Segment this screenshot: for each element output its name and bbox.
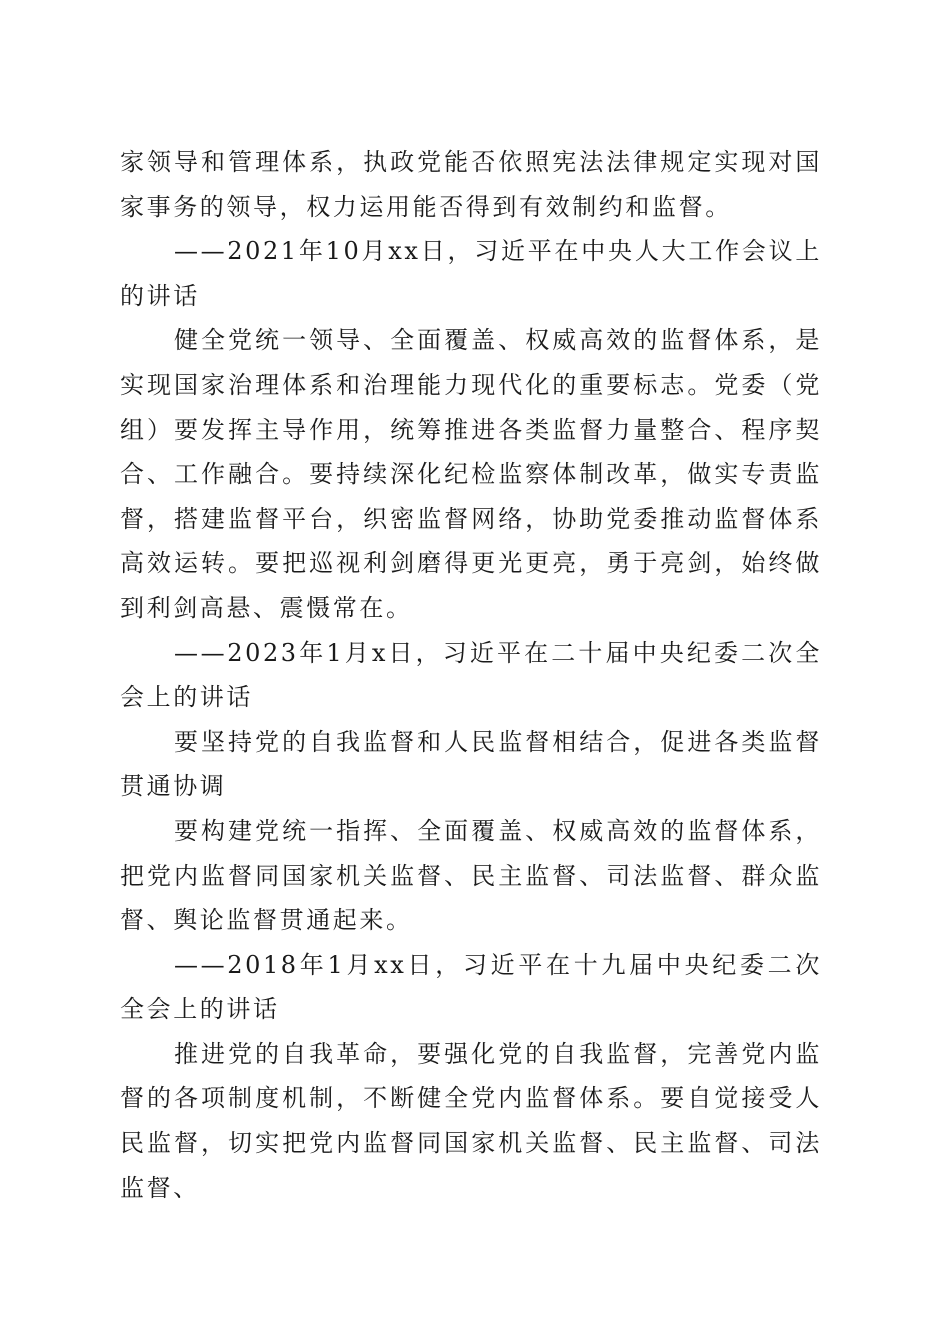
paragraph-continuation: 家领导和管理体系，执政党能否依照宪法法律规定实现对国家事务的领导，权力运用能否得到有效制约和监督。 [120, 148, 822, 221]
quote-source-2023: ——2023年1月x日，习近平在二十届中央纪委二次全会上的讲话 [120, 638, 822, 712]
quote-source-2018: ——2018年1月xx日，习近平在十九届中央纪委二次全会上的讲话 [120, 950, 822, 1024]
quote-paragraph-self-supervision: 要坚持党的自我监督和人民监督相结合，促进各类监督贯通协调 [120, 727, 822, 801]
quote-source-2021: ——2021年10月xx日，习近平在中央人大工作会议上的讲话 [120, 237, 822, 310]
quote-paragraph-supervision-system: 健全党统一领导、全面覆盖、权威高效的监督体系，是实现国家治理体系和治理能力现代化的重要标志。党委（党组）要发挥主导作用，统筹推进各类监督力量整合、程序契合、工作融合。要持续深化纪检监察体制改革，做实专责监督，搭建监督平台，织密监督网络，协助党委推动监督体系高效运转。要把巡视利剑磨得更光更亮，勇于亮剑，始终做到利剑高悬、震慑常在。 [120, 326, 822, 622]
quote-paragraph-unified-command: 要构建党统一指挥、全面覆盖、权威高效的监督体系，把党内监督同国家机关监督、民主监督、司法监督、群众监督、舆论监督贯通起来。 [120, 816, 822, 935]
quote-paragraph-self-revolution: 推进党的自我革命，要强化党的自我监督，完善党内监督的各项制度机制，不断健全党内监督体系。要自觉接受人民监督，切实把党内监督同国家机关监督、民主监督、司法监督、 [120, 1039, 822, 1202]
document-page [120, 140, 822, 1210]
